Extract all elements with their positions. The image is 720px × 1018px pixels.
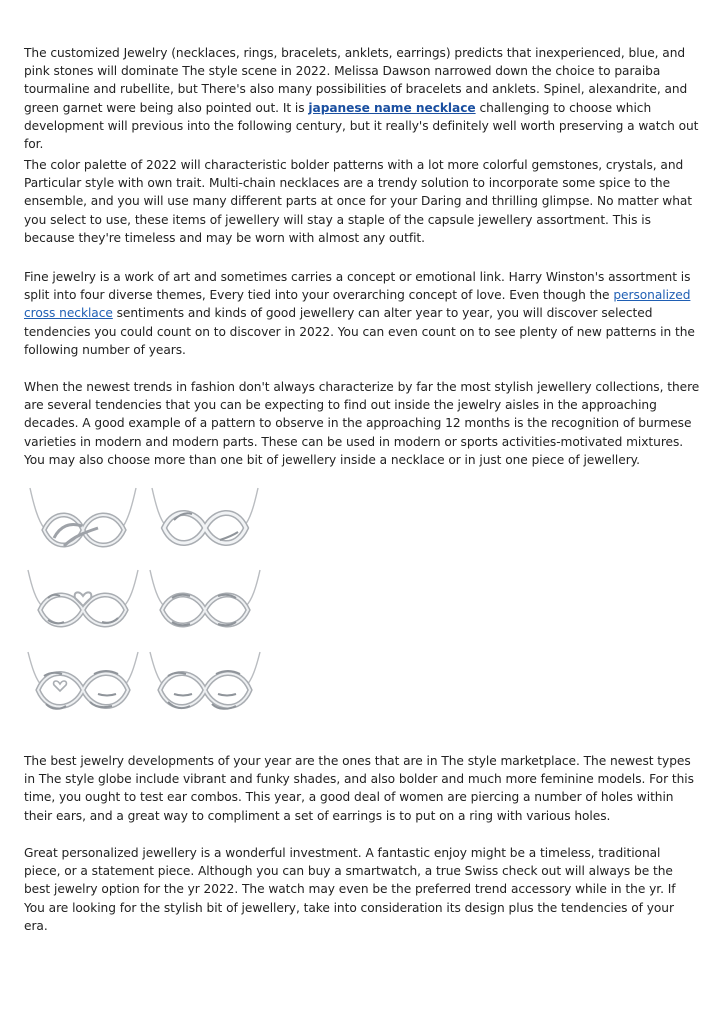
paragraph-1-text-before: The customized Jewelry (necklaces, rings, bracelets, anklets, earrings) predicts that inexperienced, blue, and pink stones will dominate The style scene in 2022. Melissa Dawson narrowed down the choice to paraiba tourmaline and rubellite, but There's also many possibilities of bracelets and anklets. Spinel, alexandrite, and green garnet were being also pointed out. It is — [24, 46, 688, 115]
paragraph-4: When the newest trends in fashion don't always characterize by far the most stylish jewellery collections, there are several tendencies that you can be expecting to find out inside the jewelry aisles in the approaching decades. A good example of a pattern to observe in the approaching 12 months is the recognition of burmese varieties in modern and modern parts. These can be used in modern or sports activities-motivated mixtures. You may also choose more than one bit of jewellery inside a necklace or in just one piece of jewellery. — [24, 380, 700, 467]
infinity-multi-name-necklace-image — [146, 650, 264, 728]
paragraph-3 — [24, 268, 700, 359]
japanese-name-necklace-link[interactable]: japanese name necklace — [308, 100, 476, 115]
infinity-name-necklace-image — [24, 486, 142, 564]
paragraph-2: The color palette of 2022 will characteristic bolder patterns with a lot more colorful gemstones, crystals, and Particular style with own trait. Multi-chain necklaces are a trendy solution to incorporate some spice to the ensemble, and you will use many different parts at once for your Daring and thrilling glimpse. No matter what you select to use, these items of jewellery will stay a staple of the capsule jewellery assortment. This is because they're timeless and may be worn with almost any outfit. — [24, 158, 693, 245]
paragraph-5: The best jewelry developments of your year are the ones that are in The style marketplace. The newest types in The style globe include vibrant and funky shades, and also bolder and much more feminine models. For this time, you ought to test ear combos. This year, a good deal of women are piercing a number of holes within their ears, and a great way to compliment a set of earrings is to put on a ring with various holes. — [24, 754, 694, 823]
infinity-heart-necklace-image — [24, 568, 142, 646]
infinity-multi-name-necklace-image — [146, 568, 264, 646]
personalized-cross-necklace-link[interactable]: personalized cross necklace — [24, 288, 691, 321]
paragraph-1 — [24, 44, 700, 153]
paragraph-6: Great personalized jewellery is a wonderful investment. A fantastic enjoy might be a timeless, traditional piece, or a statement piece. Although you can buy a smartwatch, a true Swiss check out will always be the best jewelry option for the yr 2022. The watch may even be the preferred trend accessory while in the yr. If You are looking for the stylish bit of jewellery, take into consideration its design plus the tendencies of your era. — [24, 846, 676, 933]
infinity-name-necklace-image — [146, 486, 264, 564]
paragraph-3-text-after: sentiments and kinds of good jewellery can alter year to year, you will discover selected tendencies you could count on to discover in 2022. You can even count on to see plenty of new patterns in the following number of years. — [24, 306, 695, 357]
necklace-image-gallery — [24, 486, 268, 730]
infinity-heart-multi-name-necklace-image — [24, 650, 142, 728]
paragraph-3-text-before: Fine jewelry is a work of art and sometimes carries a concept or emotional link. Harry Winston's assortment is split into four diverse themes, Every tied into your overarching concept of love. Even though the — [24, 270, 691, 303]
paragraph-1-text-after: challenging to choose which development will previous into the following century, but it really's definitely well worth preserving a watch out for. — [24, 100, 699, 152]
